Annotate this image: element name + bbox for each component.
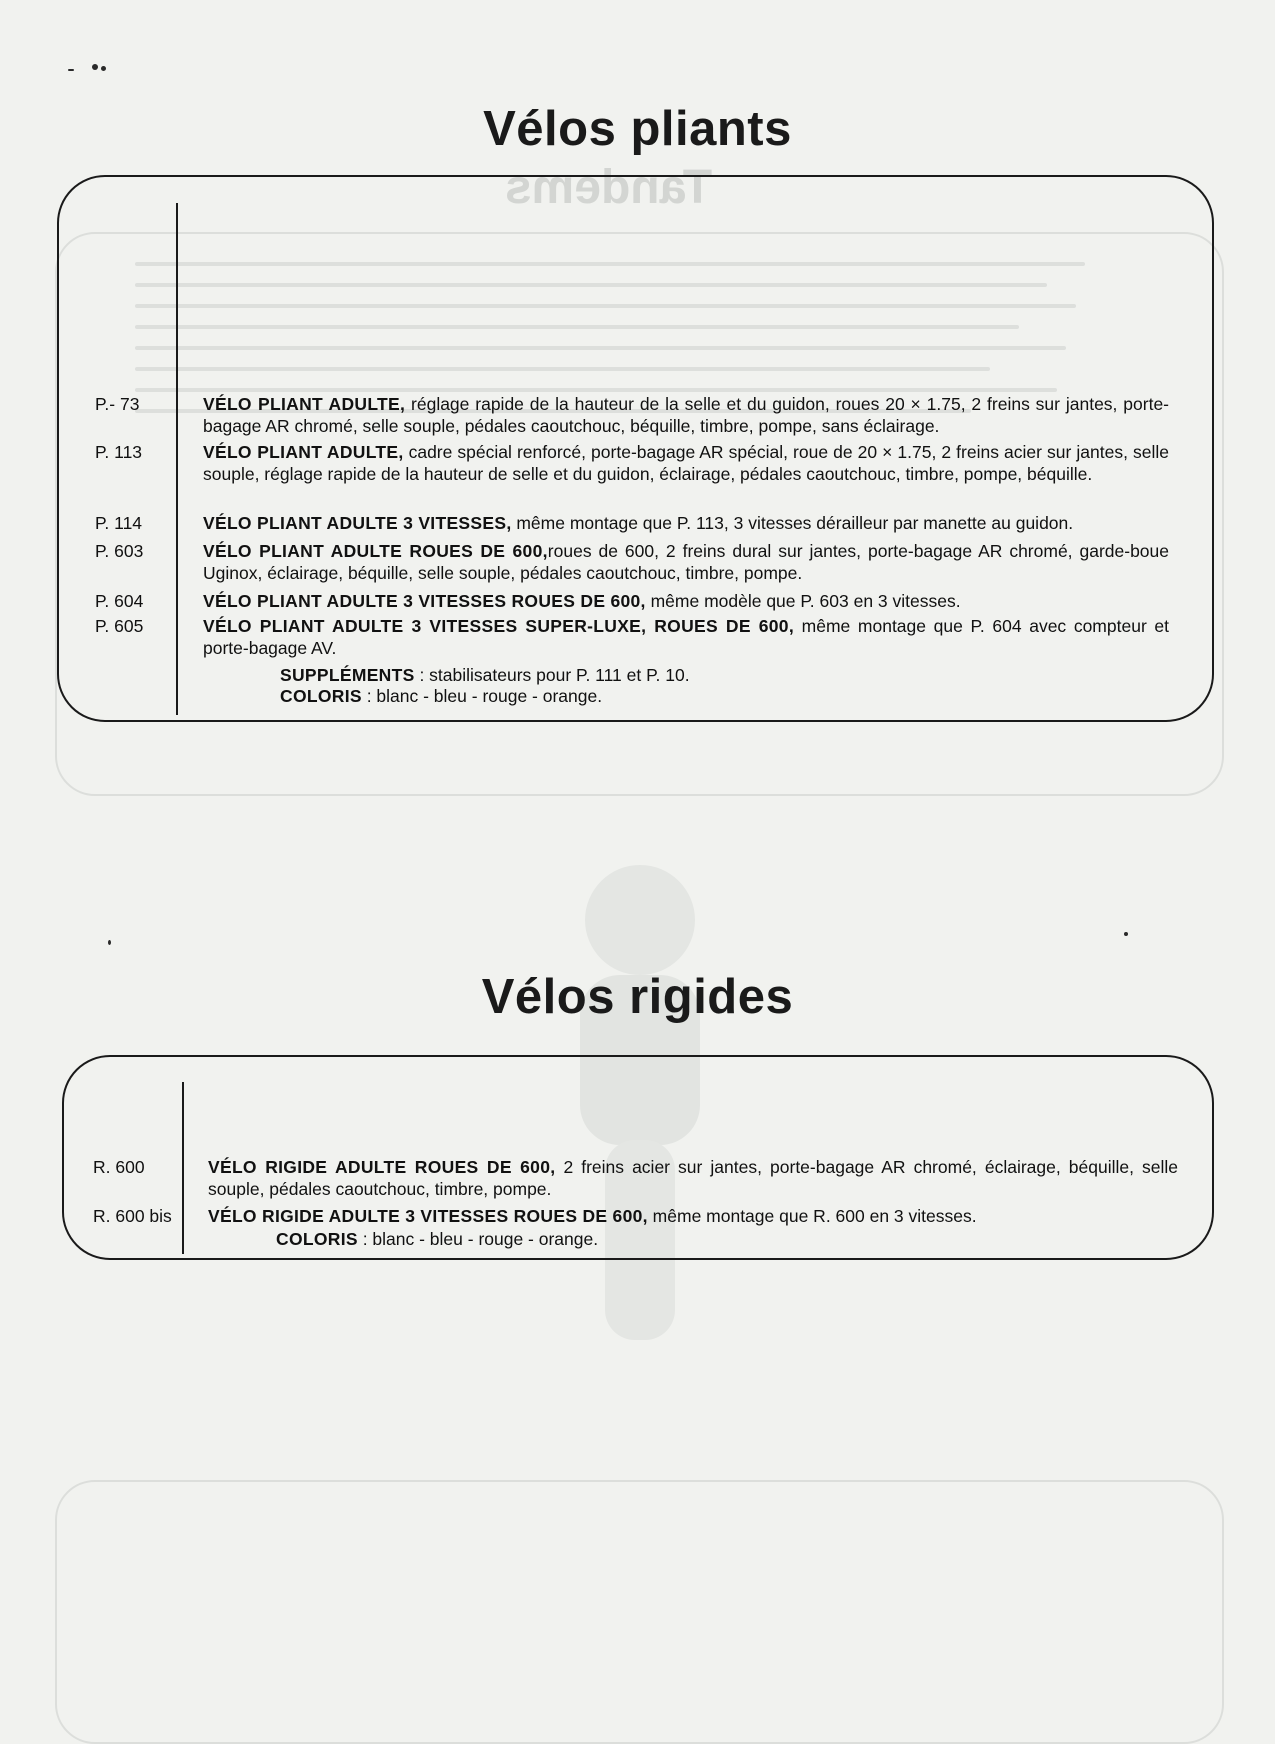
item-description — [203, 616, 1169, 659]
rigides-divider — [182, 1082, 184, 1254]
supplements-label: SUPPLÉMENTS — [280, 665, 415, 685]
item-name: VÉLO RIGIDE ADULTE ROUES DE 600, — [208, 1157, 556, 1177]
supplements-text: : stabilisateurs pour P. 111 et P. 10. — [414, 665, 690, 685]
item-description — [203, 513, 1169, 535]
item-description — [203, 394, 1169, 437]
bleed-through-box-bottom — [55, 1480, 1224, 1744]
item-name: VÉLO PLIANT ADULTE, — [203, 394, 406, 414]
item-description — [203, 591, 1169, 613]
ink-speck — [108, 940, 111, 945]
bleed-through-title: Tandems — [505, 161, 713, 214]
item-name: VÉLO PLIANT ADULTE 3 VITESSES ROUES DE 600, — [203, 591, 646, 611]
item-text: cadre spécial renforcé, porte-bagage AR spécial, roue de 20 × 1.75, 2 freins acier sur jantes, selle souple, réglage rapide de la hauteur de selle et du guidon, éclairage, pédales caoutchouc, timbre, pompe, béquille. — [203, 442, 1169, 484]
item-code: P. 113 — [95, 442, 143, 462]
coloris-label: COLORIS — [276, 1229, 358, 1249]
coloris-line — [276, 1229, 598, 1251]
item-text: même montage que P. 113, 3 vitesses dérailleur par manette au guidon. — [511, 513, 1074, 533]
item-name: VÉLO RIGIDE ADULTE 3 VITESSES ROUES DE 600, — [208, 1206, 648, 1226]
item-code: R. 600 bis — [93, 1206, 172, 1226]
item-description — [208, 1157, 1178, 1200]
item-description — [208, 1206, 1178, 1228]
item-text: même modèle que P. 603 en 3 vitesses. — [645, 591, 961, 611]
item-code: P.- 73 — [95, 394, 140, 414]
item-text: roues de 600, 2 freins dural sur jantes, porte-bagage AR chromé, garde-boue Uginox, éclairage, béquille, selle souple, pédales caoutchouc, timbre, pompe. — [203, 541, 1170, 583]
supplements-line — [280, 665, 690, 687]
coloris-text: : blanc - bleu - rouge - orange. — [357, 1229, 599, 1249]
item-name: VÉLO PLIANT ADULTE, — [203, 442, 404, 462]
ink-speck — [68, 69, 74, 71]
ink-speck — [1124, 932, 1128, 936]
coloris-line — [280, 686, 602, 708]
pliants-divider — [176, 203, 178, 715]
item-name: VÉLO PLIANT ADULTE 3 VITESSES, — [203, 513, 512, 533]
ink-speck — [92, 64, 98, 70]
coloris-label: COLORIS — [280, 686, 362, 706]
item-text: même montage que R. 600 en 3 vitesses. — [647, 1206, 977, 1226]
coloris-text: : blanc - bleu - rouge - orange. — [361, 686, 603, 706]
item-code: P. 114 — [95, 513, 143, 533]
item-text: réglage rapide de la hauteur de la selle et du guidon, roues 20 × 1.75, 2 freins sur jantes, porte-bagage AR chromé, selle souple, pédales caoutchouc, béquille, timbre, pompe, sans éclairage. — [203, 394, 1170, 436]
item-description — [203, 541, 1169, 584]
item-name: VÉLO PLIANT ADULTE 3 VITESSES SUPER-LUXE, ROUES DE 600, — [203, 616, 795, 636]
item-code: P. 604 — [95, 591, 144, 611]
item-text: même montage que P. 604 avec compteur et porte-bagage AV. — [203, 616, 1169, 658]
item-code: P. 605 — [95, 616, 144, 636]
item-code: P. 603 — [95, 541, 144, 561]
item-description — [203, 442, 1169, 485]
ink-speck — [101, 66, 106, 71]
section-title-rigides: Vélos rigides — [481, 970, 794, 1024]
section-title-pliants: Vélos pliants — [483, 102, 792, 156]
item-text: 2 freins acier sur jantes, porte-bagage AR chromé, éclairage, béquille, selle souple, pédales caoutchouc, timbre, pompe. — [208, 1157, 1178, 1199]
item-name: VÉLO PLIANT ADULTE ROUES DE 600, — [203, 541, 548, 561]
item-code: R. 600 — [93, 1157, 145, 1177]
